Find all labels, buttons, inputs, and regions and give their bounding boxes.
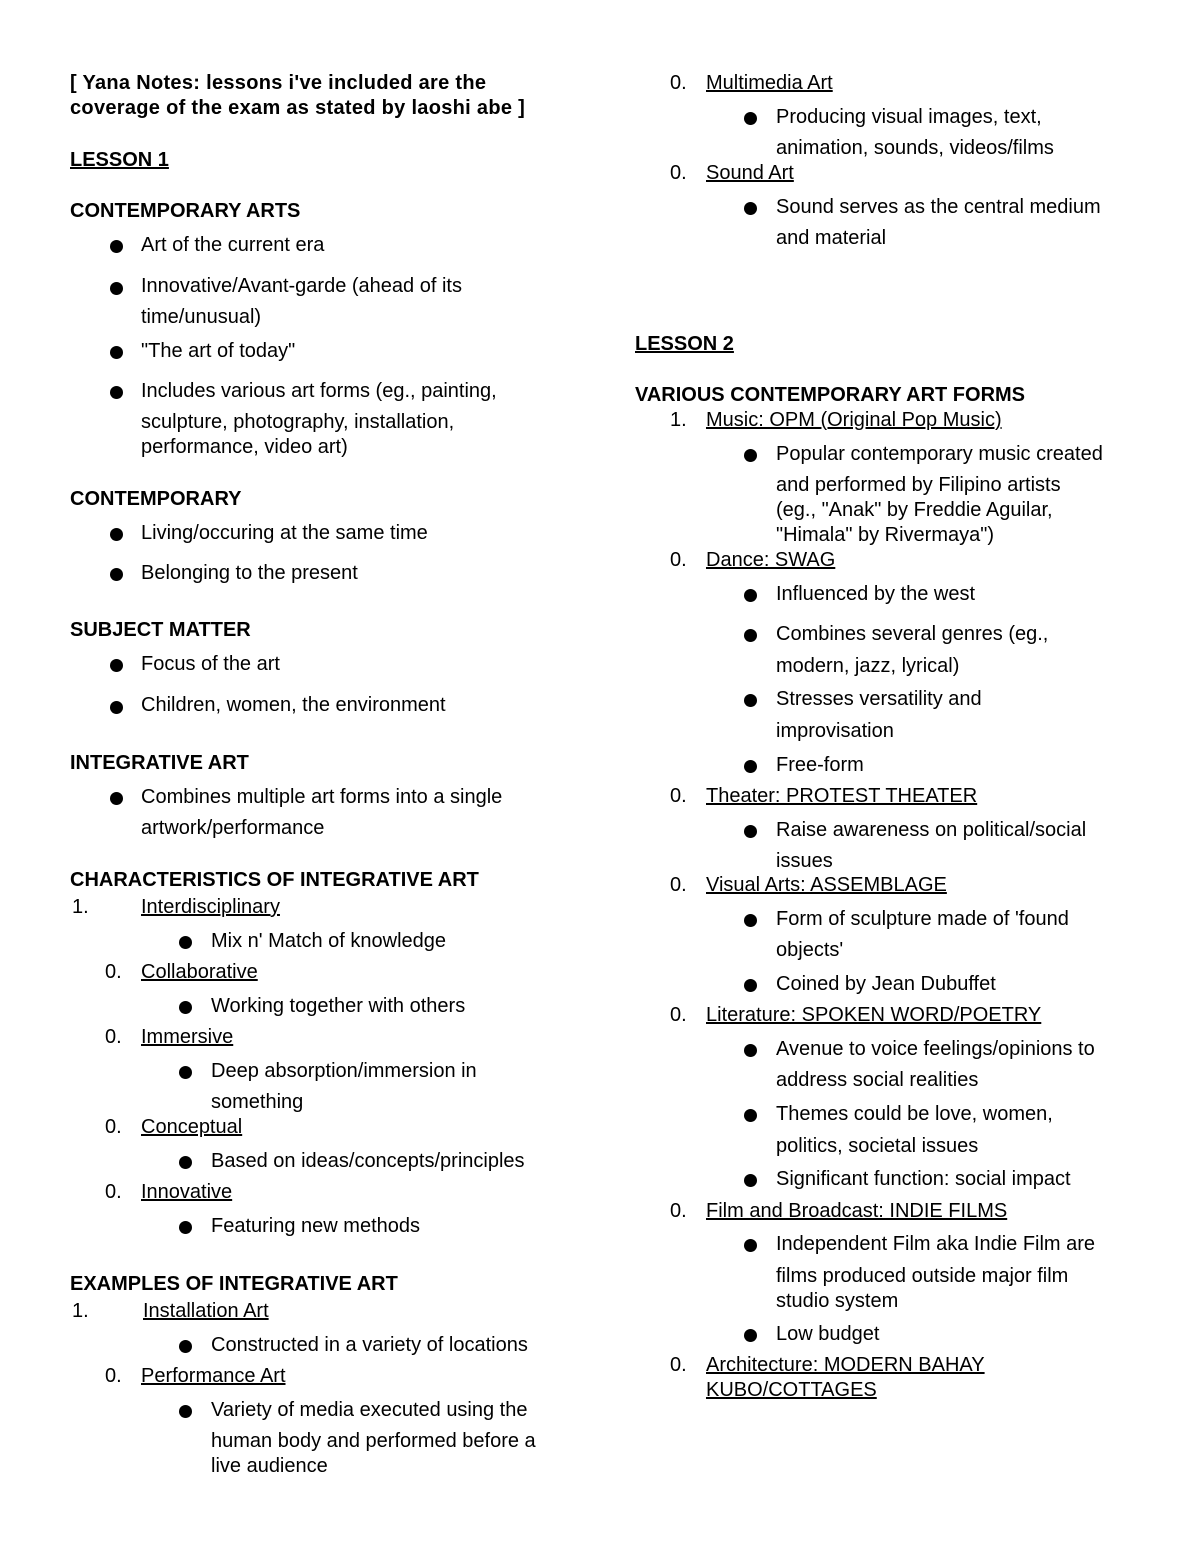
bullet-text: Significant function: social impact <box>776 1168 1071 1190</box>
bullet-text: issues <box>776 850 833 872</box>
bullet-text: studio system <box>776 1290 899 1312</box>
list-number: 0. <box>105 961 122 983</box>
bullet-icon <box>744 694 757 707</box>
list-number: 0. <box>670 162 687 184</box>
bullet-icon <box>744 979 757 992</box>
bullet-icon <box>179 1221 192 1234</box>
contemporary-arts-heading: CONTEMPORARY ARTS <box>70 200 301 222</box>
lesson-1-title: LESSON 1 <box>70 149 169 171</box>
examples-heading: EXAMPLES OF INTEGRATIVE ART <box>70 1273 398 1295</box>
bullet-text: Art of the current era <box>141 234 325 256</box>
bullet-text: Raise awareness on political/social <box>776 819 1087 841</box>
bullet-text: Avenue to voice feelings/opinions to <box>776 1038 1095 1060</box>
bullet-icon <box>744 1044 757 1057</box>
bullet-text: Stresses versatility and <box>776 688 982 710</box>
bullet-icon <box>110 346 123 359</box>
intro-line-1: [ Yana Notes: lessons i've included are the <box>70 72 487 94</box>
bullet-icon <box>110 568 123 581</box>
bullet-text: address social realities <box>776 1069 979 1091</box>
bullet-icon <box>744 449 757 462</box>
list-item-title: Architecture: MODERN BAHAY <box>706 1354 985 1376</box>
list-item-title: Sound Art <box>706 162 794 184</box>
subject-matter-heading: SUBJECT MATTER <box>70 619 251 641</box>
bullet-icon <box>110 659 123 672</box>
bullet-text: Themes could be love, women, <box>776 1103 1053 1125</box>
list-number: 0. <box>105 1116 122 1138</box>
bullet-icon <box>744 1109 757 1122</box>
list-number: 0. <box>670 785 687 807</box>
bullet-text: Working together with others <box>211 995 466 1017</box>
bullet-text: modern, jazz, lyrical) <box>776 655 960 677</box>
bullet-icon <box>744 760 757 773</box>
list-number: 1. <box>670 409 687 431</box>
bullet-icon <box>744 1329 757 1342</box>
bullet-icon <box>744 202 757 215</box>
list-number: 0. <box>670 549 687 571</box>
bullet-text: performance, video art) <box>141 436 348 458</box>
bullet-text: live audience <box>211 1455 328 1477</box>
bullet-text: Combines multiple art forms into a single <box>141 786 503 808</box>
bullet-icon <box>744 112 757 125</box>
bullet-icon <box>179 1405 192 1418</box>
bullet-icon <box>179 1156 192 1169</box>
bullet-text: objects' <box>776 939 844 961</box>
list-number: 1. <box>72 1300 89 1322</box>
bullet-text: something <box>211 1091 304 1113</box>
bullet-icon <box>744 825 757 838</box>
bullet-text: Mix n' Match of knowledge <box>211 930 447 952</box>
list-item-title: Music: OPM (Original Pop Music) <box>706 409 1002 431</box>
lesson-2-title: LESSON 2 <box>635 333 734 355</box>
bullet-text: Innovative/Avant-garde (ahead of its <box>141 275 462 297</box>
bullet-text: Sound serves as the central medium <box>776 196 1101 218</box>
bullet-text: Deep absorption/immersion in <box>211 1060 477 1082</box>
list-item-title: Dance: SWAG <box>706 549 836 571</box>
bullet-text: Variety of media executed using the <box>211 1399 528 1421</box>
bullet-icon <box>110 386 123 399</box>
bullet-text: Includes various art forms (eg., painting, <box>141 380 497 402</box>
bullet-text: Children, women, the environment <box>141 694 446 716</box>
bullet-icon <box>110 701 123 714</box>
list-item-title: Interdisciplinary <box>141 896 280 918</box>
art-forms-heading: VARIOUS CONTEMPORARY ART FORMS <box>635 384 1026 406</box>
bullet-text: artwork/performance <box>141 817 325 839</box>
bullet-text: Constructed in a variety of locations <box>211 1334 528 1356</box>
bullet-icon <box>744 1239 757 1252</box>
list-item-title: Multimedia Art <box>706 72 833 94</box>
list-number: 0. <box>670 1200 687 1222</box>
list-item-title: KUBO/COTTAGES <box>706 1379 877 1401</box>
list-number: 1. <box>72 896 89 918</box>
bullet-text: sculpture, photography, installation, <box>141 411 455 433</box>
bullet-text: Coined by Jean Dubuffet <box>776 973 996 995</box>
bullet-text: and performed by Filipino artists <box>776 474 1061 496</box>
bullet-text: Influenced by the west <box>776 583 976 605</box>
bullet-icon <box>179 936 192 949</box>
integrative-art-heading: INTEGRATIVE ART <box>70 752 249 774</box>
bullet-text: films produced outside major film <box>776 1265 1069 1287</box>
bullet-icon <box>744 914 757 927</box>
bullet-text: animation, sounds, videos/films <box>776 137 1054 159</box>
contemporary-heading: CONTEMPORARY <box>70 488 242 510</box>
list-number: 0. <box>670 72 687 94</box>
list-item-title: Immersive <box>141 1026 234 1048</box>
bullet-text: Form of sculpture made of 'found <box>776 908 1069 930</box>
bullet-text: Featuring new methods <box>211 1215 421 1237</box>
list-item-title: Visual Arts: ASSEMBLAGE <box>706 874 947 896</box>
bullet-text: Living/occuring at the same time <box>141 522 428 544</box>
bullet-icon <box>744 589 757 602</box>
bullet-icon <box>110 282 123 295</box>
bullet-text: Combines several genres (eg., <box>776 623 1049 645</box>
intro-line-2: coverage of the exam as stated by laoshi abe ] <box>70 97 526 119</box>
bullet-text: Producing visual images, text, <box>776 106 1042 128</box>
bullet-text: Focus of the art <box>141 653 280 675</box>
bullet-text: (eg., "Anak" by Freddie Aguilar, <box>776 499 1053 521</box>
list-item-title: Theater: PROTEST THEATER <box>706 785 978 807</box>
list-item-title: Innovative <box>141 1181 233 1203</box>
list-item-title: Conceptual <box>141 1116 243 1138</box>
bullet-text: "The art of today" <box>141 340 296 362</box>
bullet-icon <box>744 629 757 642</box>
bullet-text: Low budget <box>776 1323 880 1345</box>
characteristics-heading: CHARACTERISTICS OF INTEGRATIVE ART <box>70 869 479 891</box>
list-item-title: Collaborative <box>141 961 258 983</box>
bullet-text: politics, societal issues <box>776 1135 979 1157</box>
bullet-text: time/unusual) <box>141 306 262 328</box>
list-number: 0. <box>105 1026 122 1048</box>
list-number: 0. <box>670 874 687 896</box>
bullet-icon <box>179 1340 192 1353</box>
list-number: 0. <box>105 1365 122 1387</box>
bullet-icon <box>110 528 123 541</box>
bullet-text: "Himala" by Rivermaya") <box>776 524 995 546</box>
list-item-title: Literature: SPOKEN WORD/POETRY <box>706 1004 1042 1026</box>
bullet-text: Based on ideas/concepts/principles <box>211 1150 525 1172</box>
bullet-text: Popular contemporary music created <box>776 443 1103 465</box>
bullet-icon <box>744 1174 757 1187</box>
bullet-text: human body and performed before a <box>211 1430 536 1452</box>
list-item-title: Film and Broadcast: INDIE FILMS <box>706 1200 1008 1222</box>
bullet-text: Independent Film aka Indie Film are <box>776 1233 1096 1255</box>
list-number: 0. <box>670 1004 687 1026</box>
bullet-icon <box>179 1066 192 1079</box>
list-number: 0. <box>670 1354 687 1376</box>
list-item-title: Performance Art <box>141 1365 286 1387</box>
list-number: 0. <box>105 1181 122 1203</box>
bullet-text: and material <box>776 227 887 249</box>
bullet-icon <box>110 240 123 253</box>
bullet-text: improvisation <box>776 720 894 742</box>
bullet-text: Belonging to the present <box>141 562 358 584</box>
bullet-icon <box>179 1001 192 1014</box>
list-item-title: Installation Art <box>143 1300 269 1322</box>
bullet-text: Free-form <box>776 754 864 776</box>
bullet-icon <box>110 792 123 805</box>
